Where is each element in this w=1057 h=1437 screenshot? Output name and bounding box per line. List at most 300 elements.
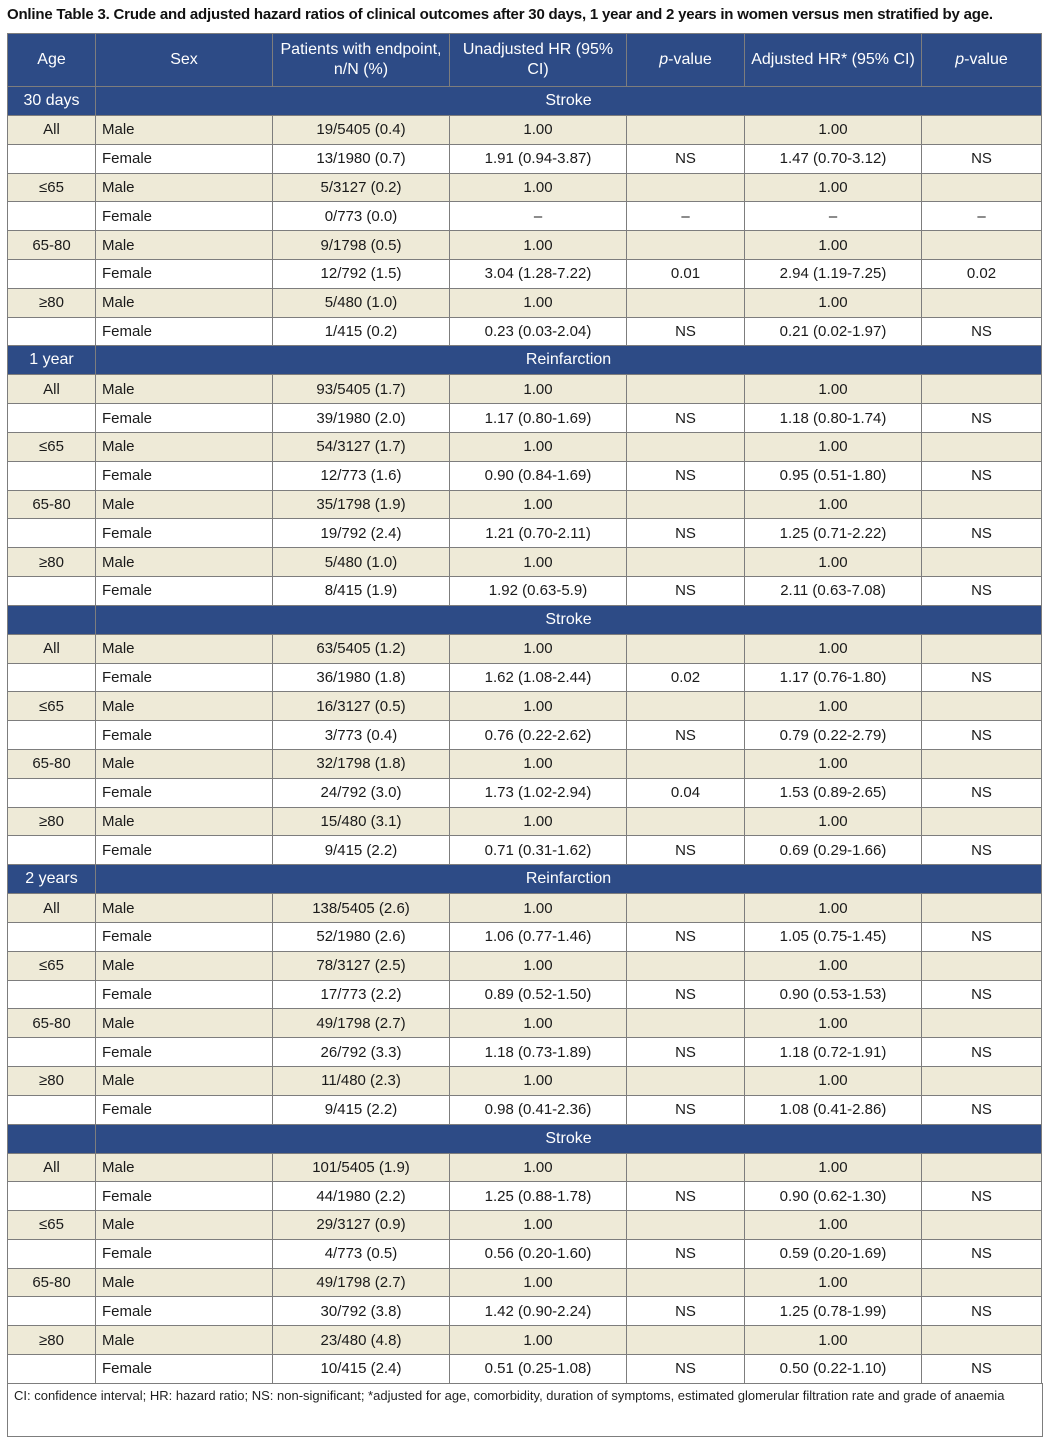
cell-sex: Male [96, 375, 273, 404]
cell-adjusted-hr: 1.00 [745, 1153, 922, 1182]
header-p-italic: p [659, 51, 669, 68]
cell-age: ≤65 [8, 951, 96, 980]
cell-p-value-unadjusted [627, 1009, 745, 1038]
cell-adjusted-hr: 1.00 [745, 1268, 922, 1297]
cell-unadjusted-hr: 1.00 [450, 231, 627, 260]
cell-sex: Female [96, 1095, 273, 1124]
cell-p-value-unadjusted [627, 634, 745, 663]
cell-p-value-unadjusted [627, 692, 745, 721]
cell-age: All [8, 634, 96, 663]
cell-age [8, 836, 96, 865]
cell-p-value-unadjusted: NS [627, 404, 745, 433]
cell-p-value-adjusted: NS [922, 663, 1042, 692]
cell-p-value-unadjusted: NS [627, 1038, 745, 1067]
cell-patients: 15/480 (3.1) [273, 807, 450, 836]
cell-age: 65-80 [8, 490, 96, 519]
cell-p-value-adjusted: NS [922, 1038, 1042, 1067]
table-row [8, 317, 1042, 346]
table-header-row [8, 34, 1042, 87]
cell-patients: 16/3127 (0.5) [273, 692, 450, 721]
section-outcome: Stroke [96, 605, 1042, 634]
cell-sex: Male [96, 807, 273, 836]
cell-sex: Female [96, 721, 273, 750]
cell-p-value-adjusted: NS [922, 922, 1042, 951]
cell-adjusted-hr: 2.94 (1.19-7.25) [745, 259, 922, 288]
cell-unadjusted-hr: 1.00 [450, 1268, 627, 1297]
table-row [8, 259, 1042, 288]
cell-p-value-unadjusted: NS [627, 1239, 745, 1268]
cell-adjusted-hr: 0.90 (0.62-1.30) [745, 1182, 922, 1211]
cell-patients: 8/415 (1.9) [273, 576, 450, 605]
cell-sex: Female [96, 1355, 273, 1384]
cell-unadjusted-hr: 1.62 (1.08-2.44) [450, 663, 627, 692]
cell-p-value-unadjusted [627, 490, 745, 519]
cell-unadjusted-hr: 1.06 (0.77-1.46) [450, 922, 627, 951]
cell-adjusted-hr: 1.00 [745, 173, 922, 202]
cell-unadjusted-hr: 1.00 [450, 173, 627, 202]
table-row [8, 461, 1042, 490]
cell-p-value-unadjusted [627, 807, 745, 836]
cell-adjusted-hr: – [745, 202, 922, 231]
cell-sex: Female [96, 1182, 273, 1211]
cell-patients: 13/1980 (0.7) [273, 144, 450, 173]
section-outcome: Reinfarction [96, 865, 1042, 894]
cell-age [8, 778, 96, 807]
header-p-rest: -value [964, 51, 1008, 68]
cell-adjusted-hr: 0.69 (0.29-1.66) [745, 836, 922, 865]
header-patients: Patients with endpoint, n/N (%) [273, 34, 450, 87]
section-header-row [8, 1124, 1042, 1153]
section-period [8, 1124, 96, 1153]
cell-adjusted-hr: 1.25 (0.78-1.99) [745, 1297, 922, 1326]
cell-p-value-unadjusted [627, 1326, 745, 1355]
table-footnote: CI: confidence interval; HR: hazard ratio; NS: non-significant; *adjusted for age, comorbidity, duration of symptoms, estimated glomerular filtration rate and grade of anaemia [7, 1383, 1043, 1437]
cell-p-value-unadjusted: NS [627, 317, 745, 346]
cell-unadjusted-hr: 1.42 (0.90-2.24) [450, 1297, 627, 1326]
cell-adjusted-hr: 1.00 [745, 375, 922, 404]
cell-patients: 24/792 (3.0) [273, 778, 450, 807]
cell-unadjusted-hr: 0.90 (0.84-1.69) [450, 461, 627, 490]
cell-patients: 4/773 (0.5) [273, 1239, 450, 1268]
cell-sex: Male [96, 231, 273, 260]
cell-unadjusted-hr: 0.89 (0.52-1.50) [450, 980, 627, 1009]
cell-p-value-adjusted [922, 116, 1042, 145]
cell-age: 65-80 [8, 1268, 96, 1297]
cell-age: 65-80 [8, 749, 96, 778]
cell-age [8, 144, 96, 173]
cell-p-value-adjusted: NS [922, 1355, 1042, 1384]
cell-patients: 19/5405 (0.4) [273, 116, 450, 145]
cell-p-value-adjusted [922, 231, 1042, 260]
cell-sex: Male [96, 1211, 273, 1240]
cell-sex: Female [96, 1297, 273, 1326]
cell-age [8, 461, 96, 490]
cell-unadjusted-hr: 1.00 [450, 894, 627, 923]
cell-age: All [8, 1153, 96, 1182]
cell-age [8, 721, 96, 750]
cell-sex: Male [96, 1066, 273, 1095]
cell-sex: Female [96, 144, 273, 173]
cell-patients: 1/415 (0.2) [273, 317, 450, 346]
cell-age: All [8, 894, 96, 923]
section-period: 1 year [8, 346, 96, 375]
table-row [8, 548, 1042, 577]
cell-p-value-adjusted [922, 1153, 1042, 1182]
cell-p-value-adjusted: NS [922, 317, 1042, 346]
table-row [8, 202, 1042, 231]
table-row [8, 1211, 1042, 1240]
cell-p-value-adjusted [922, 173, 1042, 202]
section-outcome: Stroke [96, 1124, 1042, 1153]
cell-unadjusted-hr: 1.17 (0.80-1.69) [450, 404, 627, 433]
cell-adjusted-hr: 1.08 (0.41-2.86) [745, 1095, 922, 1124]
table-row [8, 1268, 1042, 1297]
cell-sex: Male [96, 749, 273, 778]
cell-patients: 0/773 (0.0) [273, 202, 450, 231]
cell-age [8, 519, 96, 548]
table-row [8, 432, 1042, 461]
cell-adjusted-hr: 1.00 [745, 116, 922, 145]
section-outcome: Reinfarction [96, 346, 1042, 375]
cell-p-value-adjusted [922, 1326, 1042, 1355]
cell-sex: Male [96, 634, 273, 663]
cell-patients: 12/773 (1.6) [273, 461, 450, 490]
header-adjusted-hr: Adjusted HR* (95% CI) [745, 34, 922, 87]
table-row [8, 980, 1042, 1009]
cell-adjusted-hr: 0.59 (0.20-1.69) [745, 1239, 922, 1268]
cell-adjusted-hr: 0.95 (0.51-1.80) [745, 461, 922, 490]
cell-unadjusted-hr: – [450, 202, 627, 231]
cell-adjusted-hr: 1.17 (0.76-1.80) [745, 663, 922, 692]
cell-unadjusted-hr: 1.00 [450, 807, 627, 836]
table-row [8, 1239, 1042, 1268]
cell-unadjusted-hr: 1.00 [450, 1066, 627, 1095]
cell-patients: 32/1798 (1.8) [273, 749, 450, 778]
cell-unadjusted-hr: 1.00 [450, 490, 627, 519]
cell-adjusted-hr: 1.00 [745, 634, 922, 663]
cell-patients: 93/5405 (1.7) [273, 375, 450, 404]
cell-p-value-unadjusted: NS [627, 576, 745, 605]
cell-p-value-unadjusted [627, 432, 745, 461]
cell-sex: Male [96, 951, 273, 980]
cell-patients: 44/1980 (2.2) [273, 1182, 450, 1211]
cell-sex: Male [96, 894, 273, 923]
cell-age: 65-80 [8, 231, 96, 260]
cell-adjusted-hr: 1.00 [745, 807, 922, 836]
cell-age [8, 576, 96, 605]
cell-age [8, 259, 96, 288]
cell-patients: 49/1798 (2.7) [273, 1268, 450, 1297]
cell-sex: Male [96, 288, 273, 317]
cell-age [8, 202, 96, 231]
cell-age: ≤65 [8, 1211, 96, 1240]
cell-sex: Male [96, 692, 273, 721]
table-body [8, 87, 1042, 1384]
table-row [8, 1095, 1042, 1124]
cell-adjusted-hr: 1.00 [745, 432, 922, 461]
cell-patients: 5/480 (1.0) [273, 288, 450, 317]
cell-sex: Female [96, 922, 273, 951]
table-row [8, 519, 1042, 548]
cell-unadjusted-hr: 1.00 [450, 749, 627, 778]
cell-unadjusted-hr: 1.92 (0.63-5.9) [450, 576, 627, 605]
header-age: Age [8, 34, 96, 87]
table-row [8, 836, 1042, 865]
cell-p-value-adjusted [922, 1066, 1042, 1095]
cell-adjusted-hr: 1.00 [745, 1009, 922, 1038]
cell-patients: 5/3127 (0.2) [273, 173, 450, 202]
hazard-ratio-table [7, 33, 1042, 1384]
cell-sex: Female [96, 519, 273, 548]
cell-p-value-adjusted: NS [922, 576, 1042, 605]
cell-sex: Male [96, 1326, 273, 1355]
cell-sex: Male [96, 490, 273, 519]
table-row [8, 490, 1042, 519]
header-p-rest: -value [668, 51, 712, 68]
cell-age [8, 1038, 96, 1067]
cell-unadjusted-hr: 1.00 [450, 288, 627, 317]
cell-adjusted-hr: 1.00 [745, 231, 922, 260]
cell-sex: Female [96, 778, 273, 807]
cell-adjusted-hr: 1.00 [745, 1211, 922, 1240]
cell-adjusted-hr: 0.50 (0.22-1.10) [745, 1355, 922, 1384]
header-unadjusted-hr: Unadjusted HR (95% CI) [450, 34, 627, 87]
cell-adjusted-hr: 1.18 (0.72-1.91) [745, 1038, 922, 1067]
cell-sex: Male [96, 432, 273, 461]
cell-sex: Male [96, 173, 273, 202]
section-header-row [8, 605, 1042, 634]
cell-p-value-adjusted [922, 634, 1042, 663]
cell-adjusted-hr: 1.25 (0.71-2.22) [745, 519, 922, 548]
cell-adjusted-hr: 1.00 [745, 749, 922, 778]
section-header-row [8, 865, 1042, 894]
cell-p-value-unadjusted [627, 231, 745, 260]
cell-adjusted-hr: 1.00 [745, 490, 922, 519]
cell-sex: Female [96, 202, 273, 231]
section-period [8, 605, 96, 634]
cell-age: ≤65 [8, 432, 96, 461]
cell-p-value-unadjusted: 0.01 [627, 259, 745, 288]
cell-age [8, 980, 96, 1009]
cell-p-value-adjusted [922, 548, 1042, 577]
table-row [8, 173, 1042, 202]
cell-p-value-unadjusted: 0.04 [627, 778, 745, 807]
cell-patients: 9/415 (2.2) [273, 1095, 450, 1124]
cell-adjusted-hr: 1.00 [745, 692, 922, 721]
cell-p-value-unadjusted [627, 173, 745, 202]
cell-p-value-adjusted: NS [922, 1239, 1042, 1268]
cell-p-value-unadjusted: NS [627, 1297, 745, 1326]
cell-age: ≤65 [8, 692, 96, 721]
cell-unadjusted-hr: 1.00 [450, 951, 627, 980]
table-row [8, 634, 1042, 663]
cell-unadjusted-hr: 1.00 [450, 634, 627, 663]
table-row [8, 1326, 1042, 1355]
cell-unadjusted-hr: 1.00 [450, 375, 627, 404]
cell-adjusted-hr: 1.00 [745, 894, 922, 923]
cell-patients: 30/792 (3.8) [273, 1297, 450, 1326]
cell-p-value-adjusted: NS [922, 721, 1042, 750]
cell-adjusted-hr: 1.00 [745, 1066, 922, 1095]
table-row [8, 1038, 1042, 1067]
table-row [8, 894, 1042, 923]
cell-sex: Female [96, 1239, 273, 1268]
cell-p-value-unadjusted [627, 1268, 745, 1297]
cell-adjusted-hr: 0.79 (0.22-2.79) [745, 721, 922, 750]
cell-p-value-adjusted: NS [922, 404, 1042, 433]
cell-p-value-unadjusted [627, 1211, 745, 1240]
cell-adjusted-hr: 1.47 (0.70-3.12) [745, 144, 922, 173]
header-p-value-unadjusted [627, 34, 745, 87]
cell-patients: 29/3127 (0.9) [273, 1211, 450, 1240]
cell-sex: Male [96, 548, 273, 577]
cell-p-value-unadjusted [627, 749, 745, 778]
cell-p-value-adjusted [922, 432, 1042, 461]
cell-adjusted-hr: 1.00 [745, 288, 922, 317]
cell-adjusted-hr: 1.05 (0.75-1.45) [745, 922, 922, 951]
cell-unadjusted-hr: 0.23 (0.03-2.04) [450, 317, 627, 346]
cell-adjusted-hr: 1.00 [745, 951, 922, 980]
cell-p-value-adjusted [922, 1268, 1042, 1297]
cell-sex: Female [96, 461, 273, 490]
cell-patients: 9/1798 (0.5) [273, 231, 450, 260]
cell-p-value-unadjusted: NS [627, 1095, 745, 1124]
cell-p-value-adjusted: – [922, 202, 1042, 231]
cell-unadjusted-hr: 0.56 (0.20-1.60) [450, 1239, 627, 1268]
cell-p-value-unadjusted: NS [627, 922, 745, 951]
cell-sex: Female [96, 836, 273, 865]
cell-p-value-adjusted [922, 490, 1042, 519]
cell-age: ≥80 [8, 1066, 96, 1095]
cell-patients: 78/3127 (2.5) [273, 951, 450, 980]
table-row [8, 692, 1042, 721]
cell-age [8, 1297, 96, 1326]
cell-p-value-adjusted: NS [922, 836, 1042, 865]
cell-unadjusted-hr: 0.51 (0.25-1.08) [450, 1355, 627, 1384]
table-row [8, 1297, 1042, 1326]
cell-patients: 26/792 (3.3) [273, 1038, 450, 1067]
cell-p-value-adjusted [922, 807, 1042, 836]
cell-p-value-adjusted [922, 749, 1042, 778]
cell-unadjusted-hr: 1.25 (0.88-1.78) [450, 1182, 627, 1211]
table-row [8, 1153, 1042, 1182]
table-row [8, 1066, 1042, 1095]
cell-adjusted-hr: 1.00 [745, 548, 922, 577]
cell-p-value-unadjusted [627, 288, 745, 317]
cell-patients: 35/1798 (1.9) [273, 490, 450, 519]
section-period: 2 years [8, 865, 96, 894]
table-row [8, 721, 1042, 750]
cell-age: 65-80 [8, 1009, 96, 1038]
cell-p-value-adjusted: NS [922, 1182, 1042, 1211]
cell-patients: 5/480 (1.0) [273, 548, 450, 577]
cell-unadjusted-hr: 1.00 [450, 1211, 627, 1240]
table-row [8, 288, 1042, 317]
cell-unadjusted-hr: 3.04 (1.28-7.22) [450, 259, 627, 288]
cell-age [8, 1355, 96, 1384]
table-row [8, 375, 1042, 404]
cell-sex: Female [96, 404, 273, 433]
cell-adjusted-hr: 1.18 (0.80-1.74) [745, 404, 922, 433]
table-row [8, 922, 1042, 951]
cell-p-value-unadjusted [627, 375, 745, 404]
cell-unadjusted-hr: 0.71 (0.31-1.62) [450, 836, 627, 865]
header-sex: Sex [96, 34, 273, 87]
cell-p-value-unadjusted [627, 951, 745, 980]
header-p-value-adjusted [922, 34, 1042, 87]
cell-sex: Female [96, 259, 273, 288]
cell-p-value-unadjusted [627, 548, 745, 577]
table-row [8, 663, 1042, 692]
cell-age: ≥80 [8, 807, 96, 836]
cell-sex: Female [96, 317, 273, 346]
cell-adjusted-hr: 1.00 [745, 1326, 922, 1355]
table-row [8, 1182, 1042, 1211]
cell-sex: Female [96, 1038, 273, 1067]
cell-unadjusted-hr: 1.91 (0.94-3.87) [450, 144, 627, 173]
cell-unadjusted-hr: 1.18 (0.73-1.89) [450, 1038, 627, 1067]
cell-unadjusted-hr: 0.98 (0.41-2.36) [450, 1095, 627, 1124]
cell-unadjusted-hr: 1.00 [450, 692, 627, 721]
table-row [8, 576, 1042, 605]
table-row [8, 144, 1042, 173]
cell-sex: Female [96, 980, 273, 1009]
cell-patients: 54/3127 (1.7) [273, 432, 450, 461]
cell-p-value-adjusted [922, 1009, 1042, 1038]
table-row [8, 404, 1042, 433]
cell-p-value-unadjusted [627, 1066, 745, 1095]
cell-patients: 3/773 (0.4) [273, 721, 450, 750]
cell-p-value-adjusted [922, 375, 1042, 404]
cell-p-value-unadjusted: NS [627, 1182, 745, 1211]
cell-patients: 9/415 (2.2) [273, 836, 450, 865]
cell-patients: 138/5405 (2.6) [273, 894, 450, 923]
cell-age [8, 404, 96, 433]
table-row [8, 1355, 1042, 1384]
cell-unadjusted-hr: 1.00 [450, 1009, 627, 1038]
cell-sex: Male [96, 1009, 273, 1038]
cell-p-value-adjusted: NS [922, 519, 1042, 548]
cell-p-value-adjusted: NS [922, 778, 1042, 807]
cell-age [8, 1095, 96, 1124]
cell-patients: 17/773 (2.2) [273, 980, 450, 1009]
cell-p-value-unadjusted: NS [627, 1355, 745, 1384]
cell-p-value-unadjusted: – [627, 202, 745, 231]
cell-p-value-unadjusted: NS [627, 461, 745, 490]
cell-patients: 52/1980 (2.6) [273, 922, 450, 951]
cell-p-value-adjusted [922, 894, 1042, 923]
cell-p-value-adjusted: NS [922, 980, 1042, 1009]
cell-adjusted-hr: 0.21 (0.02-1.97) [745, 317, 922, 346]
cell-sex: Female [96, 663, 273, 692]
cell-unadjusted-hr: 1.73 (1.02-2.94) [450, 778, 627, 807]
cell-p-value-adjusted: 0.02 [922, 259, 1042, 288]
cell-age: ≤65 [8, 173, 96, 202]
cell-sex: Male [96, 1268, 273, 1297]
table-row [8, 749, 1042, 778]
cell-p-value-unadjusted [627, 116, 745, 145]
cell-adjusted-hr: 2.11 (0.63-7.08) [745, 576, 922, 605]
cell-patients: 11/480 (2.3) [273, 1066, 450, 1095]
cell-p-value-unadjusted: NS [627, 144, 745, 173]
cell-p-value-unadjusted: NS [627, 519, 745, 548]
section-header-row [8, 346, 1042, 375]
cell-p-value-adjusted [922, 288, 1042, 317]
cell-patients: 23/480 (4.8) [273, 1326, 450, 1355]
cell-p-value-adjusted [922, 1211, 1042, 1240]
table-row [8, 778, 1042, 807]
cell-age [8, 922, 96, 951]
